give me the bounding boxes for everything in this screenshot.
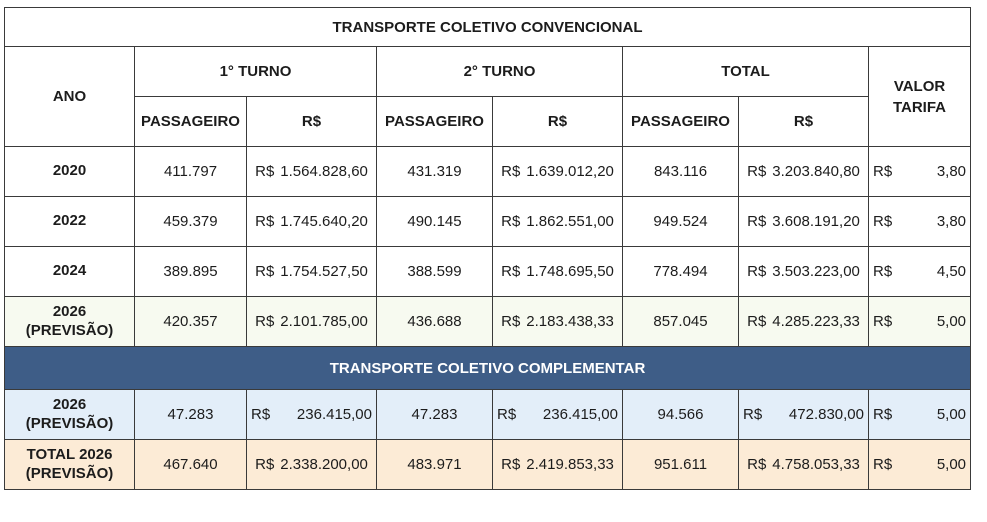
header-passageiro-total: PASSAGEIRO	[623, 97, 739, 147]
valor-turno1	[247, 440, 377, 490]
passageiro-turno2: 490.145	[377, 197, 493, 247]
currency-symbol: R$	[747, 456, 767, 473]
valor-turno1	[247, 147, 377, 197]
valor-tarifa	[869, 197, 971, 247]
currency-symbol: R$	[501, 163, 521, 180]
section-title-complementar: TRANSPORTE COLETIVO COMPLEMENTAR	[5, 347, 971, 390]
money-value: 5,00	[936, 456, 967, 473]
money-value: 2.419.853,33	[526, 456, 614, 473]
header-ano: ANO	[5, 47, 135, 147]
valor-tarifa	[869, 297, 971, 347]
currency-symbol: R$	[747, 263, 767, 280]
valor-total	[739, 390, 869, 440]
table-row	[5, 440, 971, 490]
header-turno2: 2° TURNO	[377, 47, 623, 97]
year-cell: 2022	[5, 197, 135, 247]
valor-tarifa	[869, 390, 971, 440]
valor-total	[739, 197, 869, 247]
passageiro-turno2: 483.971	[377, 440, 493, 490]
currency-symbol: R$	[873, 213, 893, 230]
year-cell: 2026 (PREVISÃO)	[5, 297, 135, 347]
currency-symbol: R$	[747, 213, 767, 230]
valor-turno2	[493, 147, 623, 197]
money-value: 5,00	[936, 313, 967, 330]
currency-symbol: R$	[255, 313, 275, 330]
valor-total	[739, 147, 869, 197]
money-value: 1.862.551,00	[526, 213, 614, 230]
passageiro-turno1: 459.379	[135, 197, 247, 247]
passageiro-total: 857.045	[623, 297, 739, 347]
money-value: 3.503.223,00	[772, 263, 860, 280]
money-value: 1.745.640,20	[280, 213, 368, 230]
money-value: 3.203.840,80	[772, 163, 860, 180]
currency-symbol: R$	[743, 406, 763, 423]
valor-tarifa	[869, 147, 971, 197]
money-value: 472.830,00	[788, 406, 864, 423]
currency-symbol: R$	[501, 313, 521, 330]
passageiro-total: 949.524	[623, 197, 739, 247]
table-row	[5, 390, 971, 440]
money-value: 1.754.527,50	[280, 263, 368, 280]
valor-tarifa	[869, 440, 971, 490]
valor-total	[739, 440, 869, 490]
header-total: TOTAL	[623, 47, 869, 97]
currency-symbol: R$	[501, 263, 521, 280]
passageiro-turno2: 431.319	[377, 147, 493, 197]
currency-symbol: R$	[255, 163, 275, 180]
money-value: 2.183.438,33	[526, 313, 614, 330]
header-passageiro-2: PASSAGEIRO	[377, 97, 493, 147]
header-passageiro-1: PASSAGEIRO	[135, 97, 247, 147]
header-rs-2: R$	[493, 97, 623, 147]
passageiro-turno2: 388.599	[377, 247, 493, 297]
money-value: 2.101.785,00	[280, 313, 368, 330]
table-row	[5, 147, 971, 197]
money-value: 4.758.053,33	[772, 456, 860, 473]
passageiro-turno2: 436.688	[377, 297, 493, 347]
header-rs-1: R$	[247, 97, 377, 147]
table-row	[5, 247, 971, 297]
money-value: 236.415,00	[296, 406, 372, 423]
currency-symbol: R$	[501, 213, 521, 230]
passageiro-total: 778.494	[623, 247, 739, 297]
year-cell: 2024	[5, 247, 135, 297]
passageiro-turno1: 411.797	[135, 147, 247, 197]
table-row	[5, 197, 971, 247]
money-value: 5,00	[936, 406, 967, 423]
valor-tarifa	[869, 247, 971, 297]
transport-table	[4, 7, 971, 490]
year-cell: 2020	[5, 147, 135, 197]
currency-symbol: R$	[251, 406, 271, 423]
currency-symbol: R$	[873, 456, 893, 473]
currency-symbol: R$	[747, 313, 767, 330]
money-value: 4.285.223,33	[772, 313, 860, 330]
passageiro-turno1: 389.895	[135, 247, 247, 297]
header-turno1: 1° TURNO	[135, 47, 377, 97]
passageiro-total: 951.611	[623, 440, 739, 490]
money-value: 1.639.012,20	[526, 163, 614, 180]
currency-symbol: R$	[255, 263, 275, 280]
passageiro-turno1: 467.640	[135, 440, 247, 490]
money-value: 3,80	[936, 163, 967, 180]
valor-turno2	[493, 440, 623, 490]
currency-symbol: R$	[873, 163, 893, 180]
year-cell: TOTAL 2026 (PREVISÃO)	[5, 440, 135, 490]
currency-symbol: R$	[873, 263, 893, 280]
table-row	[5, 297, 971, 347]
currency-symbol: R$	[255, 213, 275, 230]
money-value: 3.608.191,20	[772, 213, 860, 230]
money-value: 3,80	[936, 213, 967, 230]
passageiro-total: 843.116	[623, 147, 739, 197]
passageiro-turno2: 47.283	[377, 390, 493, 440]
money-value: 1.748.695,50	[526, 263, 614, 280]
valor-turno1	[247, 390, 377, 440]
passageiro-turno1: 47.283	[135, 390, 247, 440]
money-value: 1.564.828,60	[280, 163, 368, 180]
valor-turno2	[493, 390, 623, 440]
currency-symbol: R$	[501, 456, 521, 473]
valor-turno2	[493, 247, 623, 297]
money-value: 236.415,00	[542, 406, 618, 423]
currency-symbol: R$	[747, 163, 767, 180]
currency-symbol: R$	[873, 406, 893, 423]
passageiro-turno1: 420.357	[135, 297, 247, 347]
valor-turno2	[493, 297, 623, 347]
money-value: 4,50	[936, 263, 967, 280]
valor-total	[739, 297, 869, 347]
valor-turno1	[247, 197, 377, 247]
currency-symbol: R$	[873, 313, 893, 330]
currency-symbol: R$	[255, 456, 275, 473]
valor-turno1	[247, 247, 377, 297]
valor-total	[739, 247, 869, 297]
header-valor-tarifa: VALOR TARIFA	[869, 47, 971, 147]
valor-turno1	[247, 297, 377, 347]
header-rs-total: R$	[739, 97, 869, 147]
year-cell: 2026 (PREVISÃO)	[5, 390, 135, 440]
currency-symbol: R$	[497, 406, 517, 423]
valor-turno2	[493, 197, 623, 247]
passageiro-total: 94.566	[623, 390, 739, 440]
table-title: TRANSPORTE COLETIVO CONVENCIONAL	[5, 8, 971, 47]
money-value: 2.338.200,00	[280, 456, 368, 473]
